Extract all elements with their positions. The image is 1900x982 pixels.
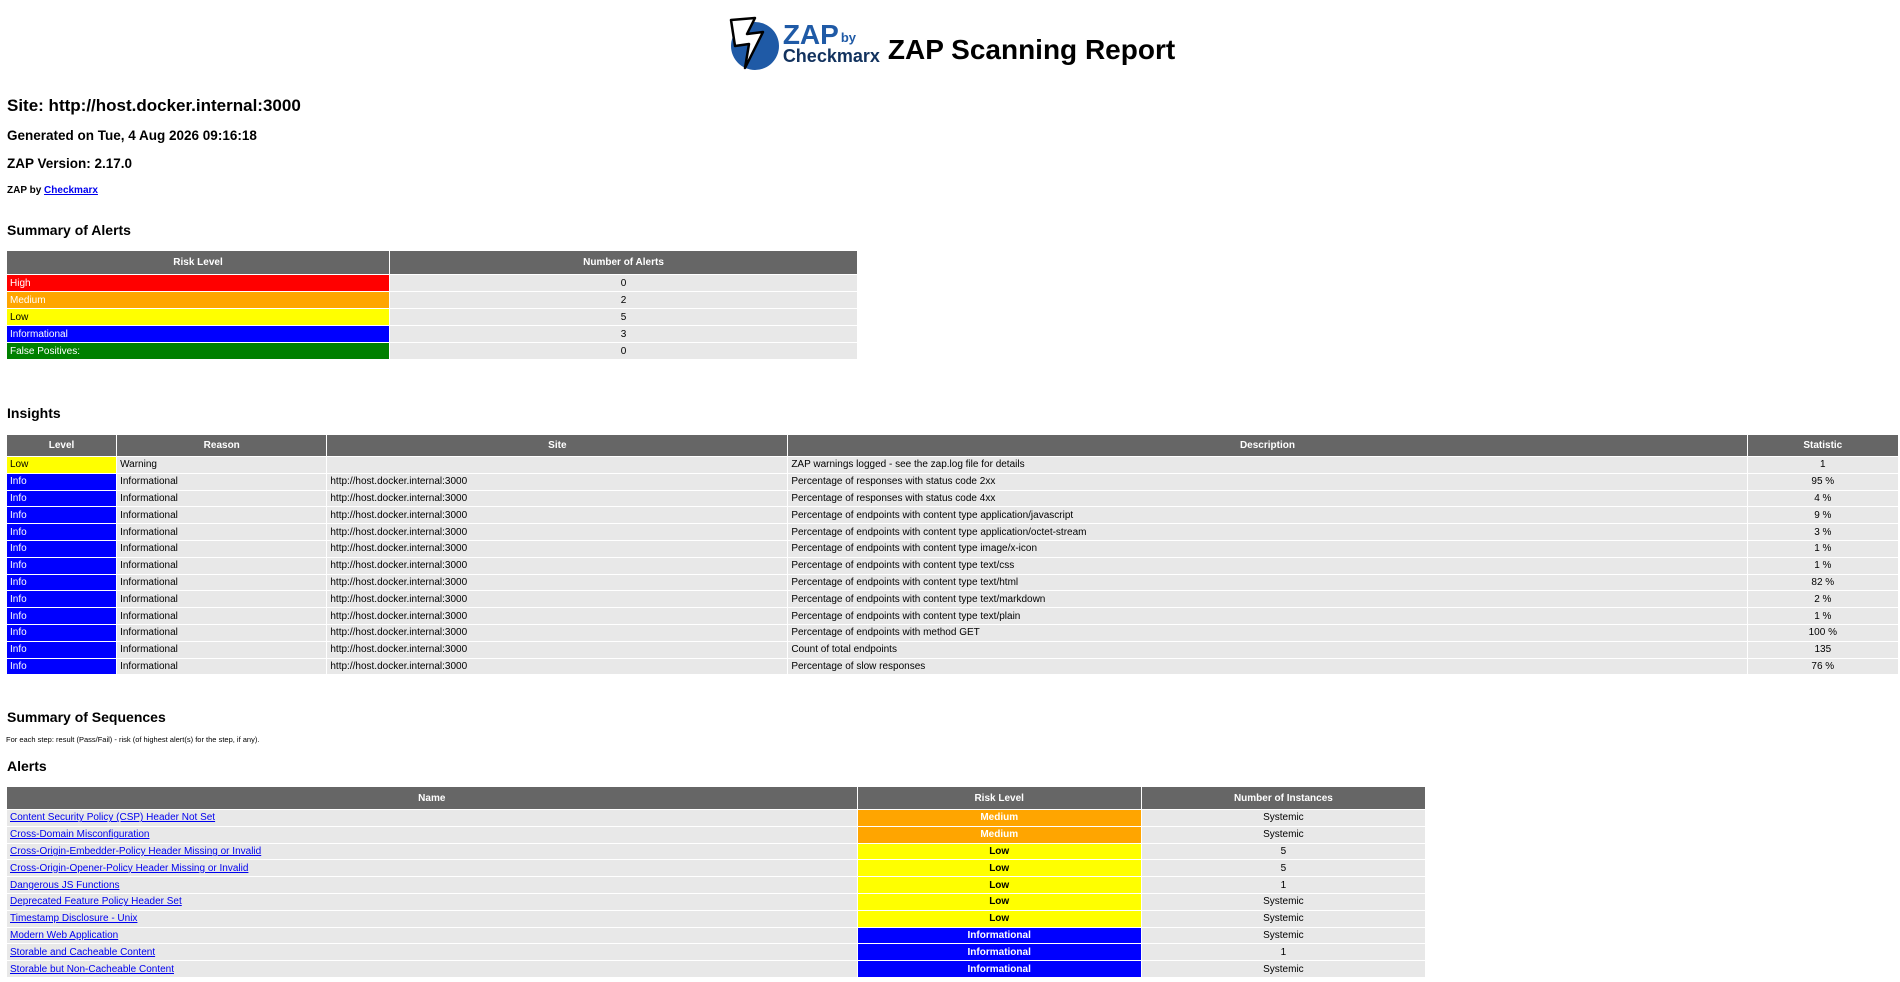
summary-row (7, 343, 857, 359)
zap-by-prefix: ZAP by (7, 185, 45, 196)
risk-level-cell: High (7, 275, 389, 291)
alert-instances-cell: Systemic (1142, 827, 1425, 843)
insight-reason-cell: Informational (117, 541, 326, 557)
insight-statistic-cell: 2 % (1748, 591, 1898, 607)
insight-row (7, 575, 1898, 591)
alert-count-cell: 5 (390, 309, 857, 325)
alert-instances-cell: 1 (1142, 877, 1425, 893)
alert-count-cell: 0 (390, 275, 857, 291)
insight-site-cell: http://host.docker.internal:3000 (327, 491, 787, 507)
insights-column-header: Statistic (1748, 435, 1898, 456)
risk-level-cell: False Positives: (7, 343, 389, 359)
alert-instances-cell: Systemic (1142, 810, 1425, 826)
insight-site-cell: http://host.docker.internal:3000 (327, 524, 787, 540)
insight-row (7, 608, 1898, 624)
alert-row (7, 810, 1425, 826)
logo-by-text: by (840, 30, 856, 45)
insight-row (7, 591, 1898, 607)
sequences-note: For each step: result (Pass/Fail) - risk (of highest alert(s) for the step, if any). (6, 735, 260, 744)
alert-count-cell: 2 (390, 292, 857, 308)
alert-name-cell (7, 894, 857, 910)
insight-statistic-cell: 1 % (1748, 541, 1898, 557)
insights-heading: Insights (7, 405, 61, 421)
insight-site-cell: http://host.docker.internal:3000 (327, 558, 787, 574)
alert-name-cell (7, 860, 857, 876)
insight-row (7, 625, 1898, 641)
alert-row (7, 877, 1425, 893)
summary-column-header: Risk Level (7, 251, 389, 274)
insight-level-cell: Info (7, 541, 116, 557)
insight-level-cell: Info (7, 491, 116, 507)
zap-by-line (7, 185, 98, 196)
logo-zap-text: ZAP (782, 19, 839, 50)
summary-row (7, 292, 857, 308)
alert-instances-cell: 5 (1142, 860, 1425, 876)
alert-name-cell (7, 844, 857, 860)
insight-site-cell: http://host.docker.internal:3000 (327, 659, 787, 675)
insight-description-cell: Percentage of endpoints with content type text/markdown (788, 591, 1746, 607)
insight-description-cell: Percentage of responses with status code 2xx (788, 474, 1746, 490)
alert-instances-cell: Systemic (1142, 961, 1425, 977)
insight-reason-cell: Informational (117, 558, 326, 574)
insight-site-cell: http://host.docker.internal:3000 (327, 474, 787, 490)
alert-name-link[interactable]: Modern Web Application (10, 929, 119, 941)
zap-lightning-logo-icon (725, 14, 781, 72)
summary-column-header: Number of Alerts (390, 251, 857, 274)
insights-column-header: Description (788, 435, 1746, 456)
alert-instances-cell: Systemic (1142, 928, 1425, 944)
insights-column-header: Level (7, 435, 116, 456)
insight-reason-cell: Informational (117, 524, 326, 540)
insight-statistic-cell: 4 % (1748, 491, 1898, 507)
alert-name-link[interactable]: Storable but Non-Cacheable Content (10, 963, 174, 975)
insight-description-cell: Percentage of endpoints with content type image/x-icon (788, 541, 1746, 557)
alert-risk-level-cell: Medium (858, 827, 1141, 843)
summary-alerts-table (6, 250, 858, 360)
page-title: ZAP Scanning Report (887, 34, 1176, 65)
alert-row (7, 961, 1425, 977)
alert-name-link[interactable]: Timestamp Disclosure - Unix (10, 913, 138, 925)
alert-risk-level-cell: Informational (858, 944, 1141, 960)
alert-name-link[interactable]: Content Security Policy (CSP) Header Not Set (10, 812, 216, 824)
insight-reason-cell: Informational (117, 474, 326, 490)
insight-statistic-cell: 135 (1748, 642, 1898, 658)
insight-statistic-cell: 76 % (1748, 659, 1898, 675)
insight-reason-cell: Informational (117, 575, 326, 591)
alert-risk-level-cell: Low (858, 877, 1141, 893)
insight-row (7, 558, 1898, 574)
insight-site-cell: http://host.docker.internal:3000 (327, 608, 787, 624)
insight-description-cell: Percentage of responses with status code 4xx (788, 491, 1746, 507)
insight-reason-cell: Informational (117, 507, 326, 523)
risk-level-cell: Informational (7, 326, 389, 342)
risk-level-cell: Medium (7, 292, 389, 308)
insight-description-cell: Percentage of endpoints with content type text/plain (788, 608, 1746, 624)
alert-name-cell (7, 877, 857, 893)
alert-risk-level-cell: Low (858, 911, 1141, 927)
insight-site-cell (327, 457, 787, 473)
alert-instances-cell: 1 (1142, 944, 1425, 960)
insight-level-cell: Info (7, 575, 116, 591)
alerts-column-header: Name (7, 787, 857, 809)
insight-description-cell: Percentage of endpoints with content type application/octet-stream (788, 524, 1746, 540)
risk-level-cell: Low (7, 309, 389, 325)
insight-description-cell: Percentage of slow responses (788, 659, 1746, 675)
insight-reason-cell: Informational (117, 491, 326, 507)
checkmarx-link[interactable]: Checkmarx (44, 185, 98, 196)
alert-row (7, 827, 1425, 843)
alert-row (7, 944, 1425, 960)
alert-instances-cell: Systemic (1142, 911, 1425, 927)
summary-alerts-heading: Summary of Alerts (7, 222, 131, 238)
site-heading: Site: http://host.docker.internal:3000 (7, 96, 301, 115)
insight-statistic-cell: 95 % (1748, 474, 1898, 490)
insight-site-cell: http://host.docker.internal:3000 (327, 642, 787, 658)
alerts-table (6, 786, 1426, 978)
insight-statistic-cell: 82 % (1748, 575, 1898, 591)
insight-site-cell: http://host.docker.internal:3000 (327, 591, 787, 607)
insight-level-cell: Info (7, 642, 116, 658)
insight-statistic-cell: 3 % (1748, 524, 1898, 540)
insight-level-cell: Info (7, 474, 116, 490)
insight-description-cell: Count of total endpoints (788, 642, 1746, 658)
insight-reason-cell: Informational (117, 625, 326, 641)
insight-row (7, 642, 1898, 658)
insight-description-cell: ZAP warnings logged - see the zap.log file for details (788, 457, 1746, 473)
insight-site-cell: http://host.docker.internal:3000 (327, 625, 787, 641)
insight-row (7, 659, 1898, 675)
insight-site-cell: http://host.docker.internal:3000 (327, 575, 787, 591)
alert-risk-level-cell: Low (858, 860, 1141, 876)
insight-description-cell: Percentage of endpoints with content type text/html (788, 575, 1746, 591)
alert-row (7, 911, 1425, 927)
insight-description-cell: Percentage of endpoints with method GET (788, 625, 1746, 641)
alert-row (7, 844, 1425, 860)
zap-logo (725, 14, 880, 72)
alert-name-cell (7, 928, 857, 944)
insight-row (7, 491, 1898, 507)
insight-level-cell: Info (7, 608, 116, 624)
insight-level-cell: Info (7, 524, 116, 540)
summary-sequences-heading: Summary of Sequences (7, 709, 166, 725)
generated-date: Generated on Tue, 4 Aug 2026 09:16:18 (7, 128, 257, 143)
alert-name-link[interactable]: Storable and Cacheable Content (10, 946, 156, 958)
alerts-heading: Alerts (7, 758, 47, 774)
insight-statistic-cell: 9 % (1748, 507, 1898, 523)
insights-column-header: Reason (117, 435, 326, 456)
insight-level-cell: Info (7, 625, 116, 641)
alert-name-link[interactable]: Cross-Origin-Embedder-Policy Header Missing or Invalid (10, 845, 262, 857)
insight-level-cell: Info (7, 507, 116, 523)
alert-count-cell: 0 (390, 343, 857, 359)
summary-row (7, 275, 857, 291)
alert-instances-cell: Systemic (1142, 894, 1425, 910)
insight-site-cell: http://host.docker.internal:3000 (327, 507, 787, 523)
insight-row (7, 474, 1898, 490)
insights-column-header: Site (327, 435, 787, 456)
insight-level-cell: Low (7, 457, 116, 473)
insight-statistic-cell: 1 % (1748, 558, 1898, 574)
alert-name-cell (7, 911, 857, 927)
insight-statistic-cell: 1 % (1748, 608, 1898, 624)
insight-level-cell: Info (7, 659, 116, 675)
summary-row (7, 326, 857, 342)
alert-name-link[interactable]: Cross-Origin-Opener-Policy Header Missing or Invalid (10, 862, 249, 874)
logo-checkmarx-text: Checkmarx (782, 46, 880, 66)
insight-level-cell: Info (7, 591, 116, 607)
insight-level-cell: Info (7, 558, 116, 574)
alert-instances-cell: 5 (1142, 844, 1425, 860)
insights-table (6, 434, 1899, 675)
alert-risk-level-cell: Low (858, 844, 1141, 860)
alerts-column-header: Number of Instances (1142, 787, 1425, 809)
alert-risk-level-cell: Informational (858, 928, 1141, 944)
insight-reason-cell: Informational (117, 659, 326, 675)
alert-name-link[interactable]: Deprecated Feature Policy Header Set (10, 896, 182, 908)
insight-reason-cell: Informational (117, 608, 326, 624)
alert-name-cell (7, 827, 857, 843)
alert-risk-level-cell: Low (858, 894, 1141, 910)
insight-row (7, 457, 1898, 473)
alerts-column-header: Risk Level (858, 787, 1141, 809)
alert-name-cell (7, 961, 857, 977)
summary-row (7, 309, 857, 325)
insight-reason-cell: Warning (117, 457, 326, 473)
alert-name-link[interactable]: Dangerous JS Functions (10, 879, 120, 891)
insight-description-cell: Percentage of endpoints with content type application/javascript (788, 507, 1746, 523)
alert-row (7, 928, 1425, 944)
alert-name-link[interactable]: Cross-Domain Misconfiguration (10, 829, 150, 841)
report-header (0, 14, 1900, 72)
insight-statistic-cell: 1 (1748, 457, 1898, 473)
alert-risk-level-cell: Informational (858, 961, 1141, 977)
insight-row (7, 524, 1898, 540)
alert-name-cell (7, 944, 857, 960)
alert-row (7, 894, 1425, 910)
alert-name-cell (7, 810, 857, 826)
insight-site-cell: http://host.docker.internal:3000 (327, 541, 787, 557)
alert-count-cell: 3 (390, 326, 857, 342)
insight-row (7, 541, 1898, 557)
insight-statistic-cell: 100 % (1748, 625, 1898, 641)
insight-description-cell: Percentage of endpoints with content type text/css (788, 558, 1746, 574)
insight-row (7, 507, 1898, 523)
insight-reason-cell: Informational (117, 642, 326, 658)
alert-row (7, 860, 1425, 876)
insight-reason-cell: Informational (117, 591, 326, 607)
alert-risk-level-cell: Medium (858, 810, 1141, 826)
zap-version: ZAP Version: 2.17.0 (7, 156, 133, 171)
